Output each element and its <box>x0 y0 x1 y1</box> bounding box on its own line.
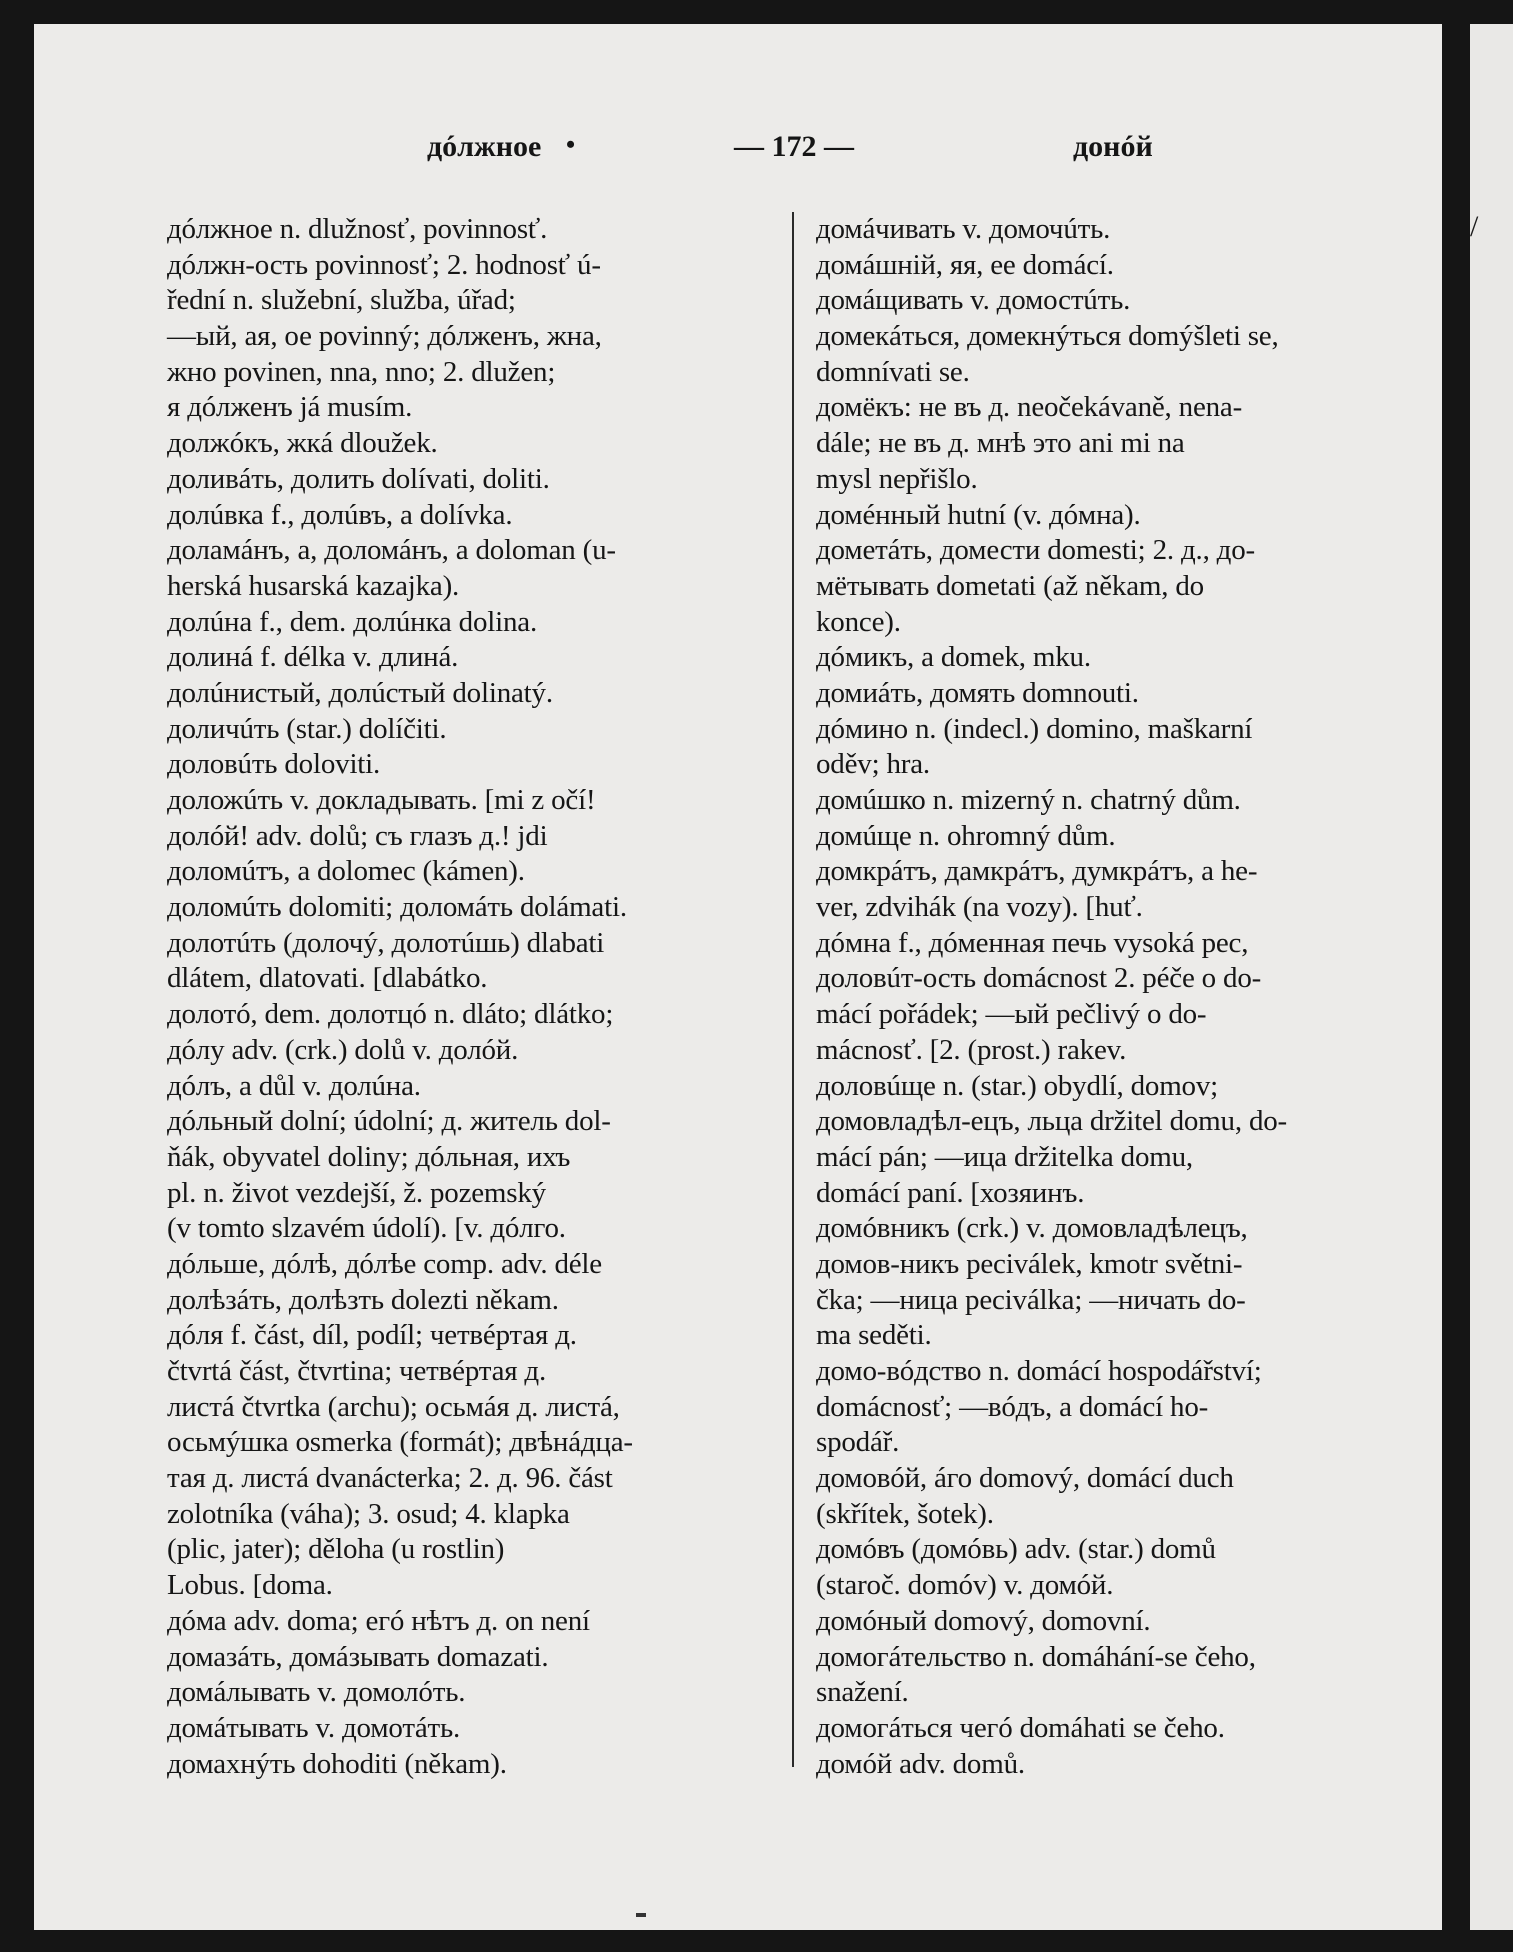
dictionary-line: домо-вóдство n. domácí hospodářství; <box>816 1355 1262 1387</box>
dictionary-line: дóмна f., дóменная печь vysoká pec, <box>816 926 1249 959</box>
dictionary-line: (skřítek, šotek). <box>816 1497 994 1530</box>
dictionary-line: домахнýть dohoditi (někam). <box>167 1747 507 1780</box>
dictionary-line: домóный domový, domovní. <box>816 1604 1151 1637</box>
right-column <box>816 212 1416 1782</box>
dictionary-line: домúшко n. mizerný n. chatrný dům. <box>816 784 1241 816</box>
dictionary-line: листá čtvrtka (archu); осьмáя д. листá, <box>167 1390 620 1423</box>
dictionary-line: domnívati se. <box>816 355 970 388</box>
dictionary-line: mysl nepřišlo. <box>816 462 978 495</box>
dictionary-line: konce). <box>816 605 901 638</box>
dictionary-line: ver, zdvihák (na vozy). [huť. <box>816 891 1143 924</box>
dictionary-line: домекáться, домекнýться domýšleti se, <box>816 320 1279 353</box>
dictionary-line: домовладѣл-ецъ, льца držitel domu, do- <box>816 1105 1287 1138</box>
dictionary-line: dále; не въ д. мнѣ это ani mi na <box>816 427 1185 460</box>
dictionary-line: доловúще n. (star.) obydlí, domov; <box>816 1069 1219 1102</box>
dictionary-line: дóма adv. doma; егó нѣтъ д. on není <box>167 1604 590 1637</box>
dictionary-line: (staroč. domóv) v. домóй. <box>816 1569 1114 1602</box>
dictionary-line: доливáть, долить dolívati, doliti. <box>167 462 550 495</box>
dictionary-line: домóй adv. domů. <box>816 1747 1025 1780</box>
dictionary-line: доловúть doloviti. <box>167 748 381 781</box>
dictionary-line: долотúть (долочý, долотúшь) dlabati <box>167 926 605 959</box>
dictionary-line: долѣзáть, долѣзть dolezti někam. <box>167 1283 559 1316</box>
dictionary-line: домáтывать v. домотáть. <box>167 1711 461 1744</box>
dictionary-line: ňák, obyvatel doliny; дóльная, ихъ <box>167 1140 571 1173</box>
dictionary-line: дóмино n. (indecl.) domino, maškarní <box>816 712 1253 745</box>
dictionary-line: жно povinen, nna, nno; 2. dlužen; <box>167 355 556 388</box>
dictionary-line: долотó, dem. долотцó n. dláto; dlátko; <box>167 998 614 1031</box>
dictionary-line: дóмикъ, a domek, mku. <box>816 641 1091 674</box>
dictionary-line: долúвка f., долúвъ, a dolívka. <box>167 498 513 531</box>
dictionary-line: spodář. <box>816 1426 900 1459</box>
dictionary-line: долинá f. délka v. длинá. <box>167 641 459 674</box>
dictionary-line: oděv; hra. <box>816 748 930 781</box>
scan-speck <box>636 1913 646 1917</box>
dictionary-line: домéнный hutní (v. дóмна). <box>816 498 1141 531</box>
dictionary-line: домáчивать v. домочúть. <box>816 213 1111 245</box>
dictionary-line: домов-никъ peciválek, kmotr světni- <box>816 1247 1243 1280</box>
dictionary-line: zolotníka (váha); 3. osud; 4. klapka <box>167 1497 570 1530</box>
next-page-glyph-fragment: / <box>1470 212 1479 242</box>
dictionary-line: (v tomto slzavém údolí). [v. дóлго. <box>167 1212 566 1245</box>
dictionary-line: доламáнъ, а, доломáнъ, a doloman (u- <box>167 534 616 567</box>
header-right-guideword: донóй <box>1073 130 1153 163</box>
dictionary-line: домиáть, домять domnouti. <box>816 676 1139 709</box>
dictionary-line: долóй! adv. dolů; съ глазъ д.! jdi <box>167 819 548 852</box>
page-number: — 172 — <box>734 130 854 163</box>
dictionary-line: řední n. služební, služba, úřad; <box>167 284 516 317</box>
dictionary-line: дóлжное n. dlužnosť, povinnosť. <box>167 213 548 245</box>
next-page-edge <box>1470 24 1513 1930</box>
dictionary-line: домовóй, áго domový, domácí duch <box>816 1462 1234 1495</box>
dictionary-line: dlátem, dlatovati. [dlabátko. <box>167 962 488 995</box>
dictionary-line: домúще n. ohromný dům. <box>816 819 1116 852</box>
dictionary-line: доломúтъ, a dolomec (kámen). <box>167 855 525 888</box>
dictionary-line: доложúть v. докладывать. [mi z očí! <box>167 784 596 816</box>
dictionary-line: čtvrtá část, čtvrtina; четвéртая д. <box>167 1355 547 1387</box>
dictionary-line: доломúть dolomiti; доломáть dolámati. <box>167 891 627 924</box>
dictionary-line: дóля f. část, díl, podíl; четвéртая д. <box>167 1319 577 1352</box>
dictionary-line: доличúть (star.) dolíčiti. <box>167 712 447 745</box>
dictionary-line: domácí paní. [хозяинъ. <box>816 1176 1085 1209</box>
dictionary-line: домóвникъ (crk.) v. домовладѣлецъ, <box>816 1212 1248 1245</box>
dictionary-line: домáщивать v. домостúть. <box>816 284 1131 317</box>
dictionary-line: осьмýшка osmerka (formát); двѣнáдца- <box>167 1426 633 1459</box>
dictionary-line: мётывать dometati (až někam, do <box>816 569 1204 602</box>
dictionary-line: тая д. листá dvanácterka; 2. д. 96. část <box>167 1462 613 1495</box>
dictionary-line: я дóлженъ já musím. <box>167 391 413 424</box>
dictionary-line: дóльный dolní; údolní; д. житель dol- <box>167 1105 611 1138</box>
dictionary-line: домазáть, домáзывать domazati. <box>167 1640 549 1673</box>
dictionary-line: домкрáтъ, дамкрáтъ, думкрáтъ, a he- <box>816 855 1258 888</box>
dictionary-line: домогáться чегó domáhati se čeho. <box>816 1711 1225 1744</box>
dictionary-line: pl. n. život vezdejší, ž. pozemský <box>167 1176 546 1209</box>
dictionary-line: mácí pořádek; —ый pečlivý o do- <box>816 998 1207 1031</box>
dictionary-line: домёкъ: не въ д. neočekávaně, nena- <box>816 391 1243 424</box>
dictionary-line: herská husarská kazajka). <box>167 569 460 602</box>
dictionary-line: (plic, jater); děloha (u rostlin) <box>167 1533 505 1566</box>
dictionary-line: čka; —ница peciválka; —ничать do- <box>816 1283 1246 1316</box>
dictionary-line: домáшній, яя, ее domácí. <box>816 248 1114 281</box>
dictionary-line: домогáтельство n. domáhání-se čeho, <box>816 1640 1256 1673</box>
dictionary-line: snažení. <box>816 1676 909 1709</box>
dictionary-line: —ый, ая, ое povinný; дóлженъ, жна, <box>167 320 602 353</box>
header-left-guideword: дóлжное <box>427 130 542 163</box>
dictionary-line: дóлжн-ость povinnosť; 2. hodnosť ú- <box>167 248 601 281</box>
dictionary-line: долúна f., dem. долúнка dolina. <box>167 605 537 638</box>
dictionary-line: домóвъ (домóвь) adv. (star.) domů <box>816 1533 1216 1566</box>
left-column <box>167 212 767 1782</box>
dictionary-line: доловúт-ость domácnost 2. péče o do- <box>816 962 1262 995</box>
dictionary-line: долúнистый, долúстый dolinatý. <box>167 676 553 709</box>
dictionary-line: дóлу adv. (crk.) dolů v. долóй. <box>167 1033 519 1066</box>
dictionary-line: должóкъ, жкá dloužek. <box>167 427 438 460</box>
dictionary-line: дометáть, домести domesti; 2. д., до- <box>816 534 1255 567</box>
dictionary-line: дóлъ, a důl v. долúна. <box>167 1069 421 1102</box>
column-divider <box>792 212 794 1767</box>
dictionary-line: domácnosť; —вóдъ, a domácí ho- <box>816 1390 1209 1423</box>
dictionary-line: Lobus. [doma. <box>167 1569 333 1602</box>
dictionary-line: ma seděti. <box>816 1319 932 1352</box>
dictionary-line: mácnosť. [2. (prost.) rakev. <box>816 1033 1127 1066</box>
dictionary-line: домáлывать v. домолóть. <box>167 1676 466 1709</box>
header-dot: • <box>566 130 576 159</box>
dictionary-line: mácí pán; —ица držitelka domu, <box>816 1140 1193 1173</box>
dictionary-line: дóльше, дóлѣ, дóлѣе comp. adv. déle <box>167 1247 602 1280</box>
